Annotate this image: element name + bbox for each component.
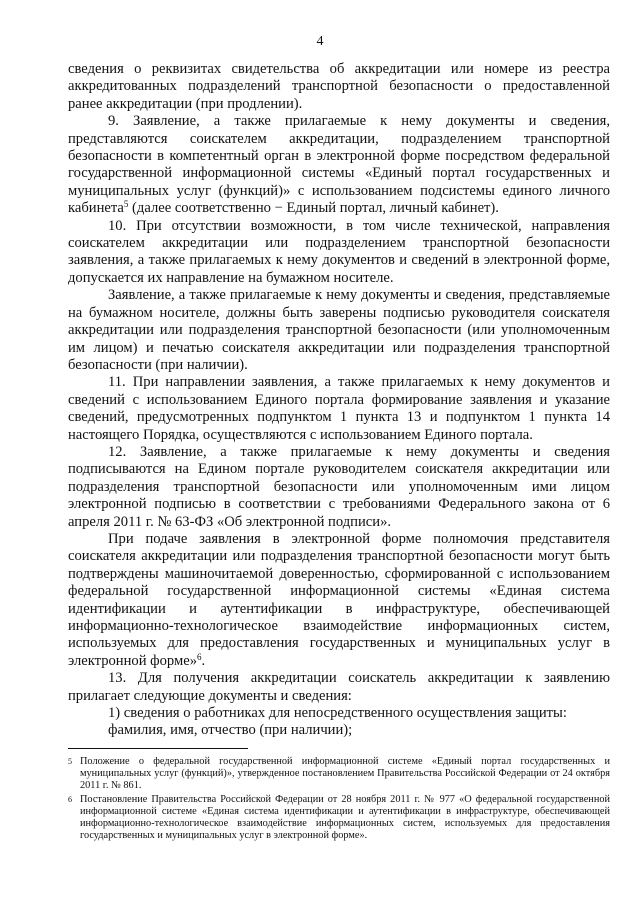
page-number: 4 (316, 34, 324, 49)
list-item: 1) сведения о работниках для непосредственного осуществления защиты: (108, 705, 567, 722)
paragraph: сведения о реквизитах свидетельства об аккредитации или номере из реестра аккредитованных подразделений транспортной безопасности о предоставленной ранее аккредитации (при продлении). (68, 61, 610, 112)
footnote-text: Постановление Правительства Российской Федерации от 28 ноября 2011 г. № 977 «О федеральной государственной информационной системе «Единая система идентификации и аутентификации в инфраструктуре, обеспечивающей информационно-технологическое взаимодействие информационных систем, используемых для предоставления государственных и муниципальных услуг в электронной форме». (80, 794, 610, 841)
paragraph-12: 12. Заявление, а также прилагаемые к нему документы и сведения подписываются на Едином портале руководителем соискателя аккредитации или подразделения транспортной безопасности или уполномоченным ими лицом электронной подписью в соответствии с требованиями Федерального закона от 6 апреля 2011 г. № 63-ФЗ «Об электронной подписи». (68, 443, 610, 530)
footnote-mark: 6 (68, 795, 72, 804)
footnote-6 (68, 794, 610, 842)
footnote-divider (68, 748, 248, 749)
footnotes (68, 756, 610, 844)
footnote-ref-6: 6 (197, 651, 202, 662)
paragraph-9: 9. Заявление, а также прилагаемые к нему документы и сведения, представляются соискателем аккредитации, подразделением транспортной безопасности в компетентный орган в электронной форме посредством федеральной государственной информационной системы «Единый портал государственных и муниципальных услуг (функций)» с использованием подсистемы единого личного кабинета$^5$ (далее соответственно − Единый портал, личный кабинет). (68, 113, 610, 217)
paragraph: Заявление, а также прилагаемые к нему документы и сведения, представляемые на бумажном носителе, должны быть заверены подписью руководителя соискателя аккредитации или подразделения транспортной безопасности (или уполномоченным им лицом) и печатью соискателя аккредитации или подразделения транспортной безопасности (при наличии). (68, 287, 610, 373)
body-text (68, 61, 610, 740)
list-item: фамилия, имя, отчество (при наличии); (108, 722, 353, 739)
footnote-mark: 5 (68, 757, 72, 766)
paragraph-10: 10. При отсутствии возможности, в том числе технической, направления соискателем аккредитации или подразделением транспортной безопасности заявления, а также прилагаемых к нему документов и сведений в электронной форме, допускается их направление на бумажном носителе. (68, 217, 610, 286)
paragraph-13: 13. Для получения аккредитации соискатель аккредитации к заявлению прилагает следующие документы и сведения: (68, 670, 610, 704)
footnote-text: Положение о федеральной государственной информационной системе «Единый портал государственных и муниципальных услуг (функций)», утвержденное постановлением Правительства Российской Федерации от 24 октября 2011 г. № 861. (80, 756, 610, 791)
paragraph: При подаче заявления в электронной форме полномочия представителя соискателя аккредитации или подразделения транспортной безопасности могут быть подтверждены машиночитаемой доверенностью, сформированной с использованием федеральной государственной информационной системы «Единая система идентификации и аутентификации в инфраструктуре, обеспечивающей информационно-технологическое взаимодействие информационных систем, используемых для предоставления государственных и муниципальных услуг в электронной форме»$^6$. (68, 530, 610, 669)
footnote-5 (68, 756, 610, 792)
paragraph-11: 11. При направлении заявления, а также прилагаемых к нему документов и сведений с использованием Единого портала формирование заявления и указание сведений, предусмотренных подпунктом 1 пункта 13 и подпунктом 1 пункта 14 настоящего Порядка, осуществляются с использованием Единого портала. (68, 374, 610, 443)
footnote-ref-5: 5 (123, 199, 129, 210)
